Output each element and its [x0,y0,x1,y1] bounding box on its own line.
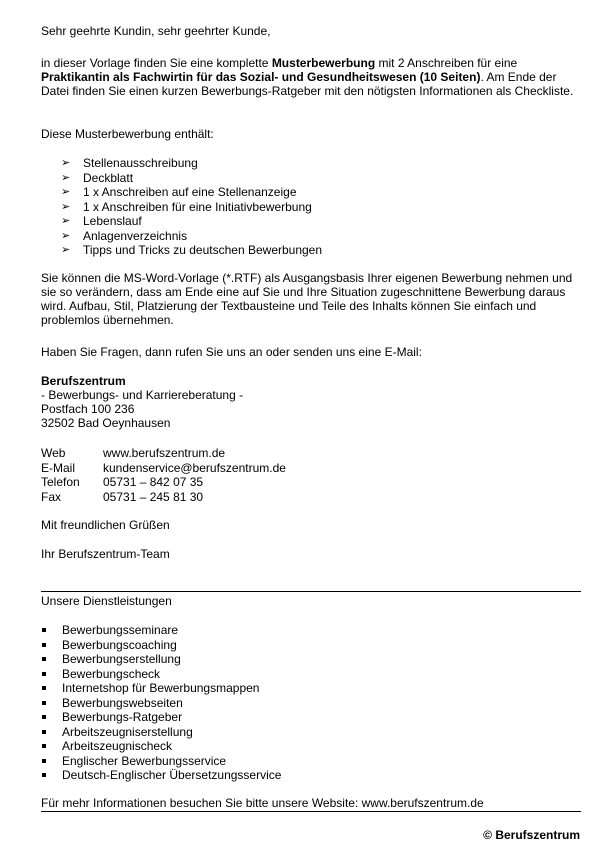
intro-text-2: mit 2 Anschreiben für eine [375,56,518,70]
intro-paragraph [41,56,581,98]
contact-web-link[interactable]: www.berufszentrum.de [103,446,226,460]
contact-label: Web [41,446,66,460]
square-bullet-icon [42,773,46,777]
services-heading: Unsere Dienstleistungen [41,594,172,608]
arrow-bullet-icon: ➢ [61,186,71,198]
contact-email-link[interactable]: kundenservice@berufszentrum.de [103,460,286,475]
services-list [41,623,281,783]
square-bullet-icon [42,628,46,632]
square-bullet-icon [42,759,46,763]
square-bullet-icon [42,686,46,690]
square-bullet-icon [42,701,46,705]
contact-phone-value: 05731 – 842 07 35 [103,475,204,489]
list-item: ➢ 1 x Anschreiben auf eine Stellenanzeige [61,185,297,199]
contact-fax-row [41,490,203,505]
arrow-bullet-icon: ➢ [61,244,71,256]
questions-line: Haben Sie Fragen, dann rufen Sie uns an oder senden uns eine E-Mail: [41,345,422,359]
contact-label: Fax [41,489,62,504]
intro-text-3: . Am Ende der Datei finden Sie einen kurzen Bewerbungs-Ratgeber mit den nötigsten Informationen als Checkliste. [41,70,574,98]
usage-paragraph: Sie können die MS-Word-Vorlage (*.RTF) als Ausgangsbasis Ihrer eigenen Bewerbung nehmen und sie so verändern, dass am Ende eine auf Sie und Ihre Situation zugeschnittene Bewerbung daraus wird. Aufbau, Stil, Platzierung der Textbausteine und Teile des Inhalts können Sie einfach und problemlos übernehmen. [41,271,573,327]
divider [41,591,581,592]
more-info-line: Für mehr Informationen besuchen Sie bitte unsere Website: www.berufszentrum.de [41,796,484,810]
company-name: Berufszentrum [41,374,126,388]
intro-bold-1: Musterbewerbung [271,56,376,70]
list-item: ➢ Lebenslauf [61,214,142,228]
intro-bold-2: Praktikantin als Fachwirtin für das Sozial- und Gesundheitswesen (10 Seiten) [41,70,481,84]
square-bullet-icon [42,730,46,734]
contents-list [61,156,322,258]
list-item: ➢ Anlagenverzeichnis [61,228,188,243]
contact-fax-value: 05731 – 245 81 30 [103,489,204,504]
contact-email-row [41,461,286,476]
contact-phone-row [41,475,203,490]
contact-label: E-Mail [41,460,76,475]
salutation: Sehr geehrte Kundin, sehr geehrter Kunde, [41,24,271,38]
arrow-bullet-icon: ➢ [61,229,71,242]
list-item: Bewerbungscoaching [41,638,281,653]
list-item: Bewerbungscheck [41,667,281,682]
arrow-bullet-icon: ➢ [61,171,71,184]
contact-label: Telefon [41,475,80,489]
list-item: ➢ Deckblatt [61,170,134,185]
list-item: Arbeitszeugnischeck [41,739,281,754]
intro-text-1: in dieser Vorlage finden Sie eine komplette [41,56,272,70]
list-item: ➢ Tipps und Tricks zu deutschen Bewerbungen [61,243,323,257]
list-item: Deutsch-Englischer Übersetzungsservice [41,768,281,783]
list-item: Bewerbungswebseiten [41,696,281,711]
square-bullet-icon [42,744,46,748]
arrow-bullet-icon: ➢ [61,215,71,227]
square-bullet-icon [42,672,46,676]
address-block [41,374,581,430]
arrow-bullet-icon: ➢ [61,157,71,169]
contact-web-row [41,446,225,461]
divider [41,811,581,812]
address-line: - Bewerbungs- und Karriereberatung - [41,388,244,402]
list-item: Bewerbungsseminare [41,623,281,638]
address-line: 32502 Bad Oeynhausen [41,416,171,430]
contents-heading: Diese Musterbewerbung enthält: [41,127,214,141]
list-item: Bewerbungserstellung [41,652,281,667]
square-bullet-icon [42,715,46,719]
address-line: Postfach 100 236 [41,402,135,416]
list-item: ➢ Stellenausschreibung [61,156,198,170]
signature: Ihr Berufszentrum-Team [41,547,170,561]
list-item: Englischer Bewerbungsservice [41,754,281,769]
list-item: Arbeitszeugniserstellung [41,725,281,740]
copyright: © Berufszentrum [483,828,580,842]
list-item: Bewerbungs-Ratgeber [41,710,281,725]
arrow-bullet-icon: ➢ [61,200,71,213]
closing: Mit freundlichen Grüßen [41,518,170,532]
square-bullet-icon [42,657,46,661]
list-item: ➢ 1 x Anschreiben für eine Initiativbewerbung [61,199,312,214]
list-item: Internetshop für Bewerbungsmappen [41,681,281,696]
square-bullet-icon [42,643,46,647]
